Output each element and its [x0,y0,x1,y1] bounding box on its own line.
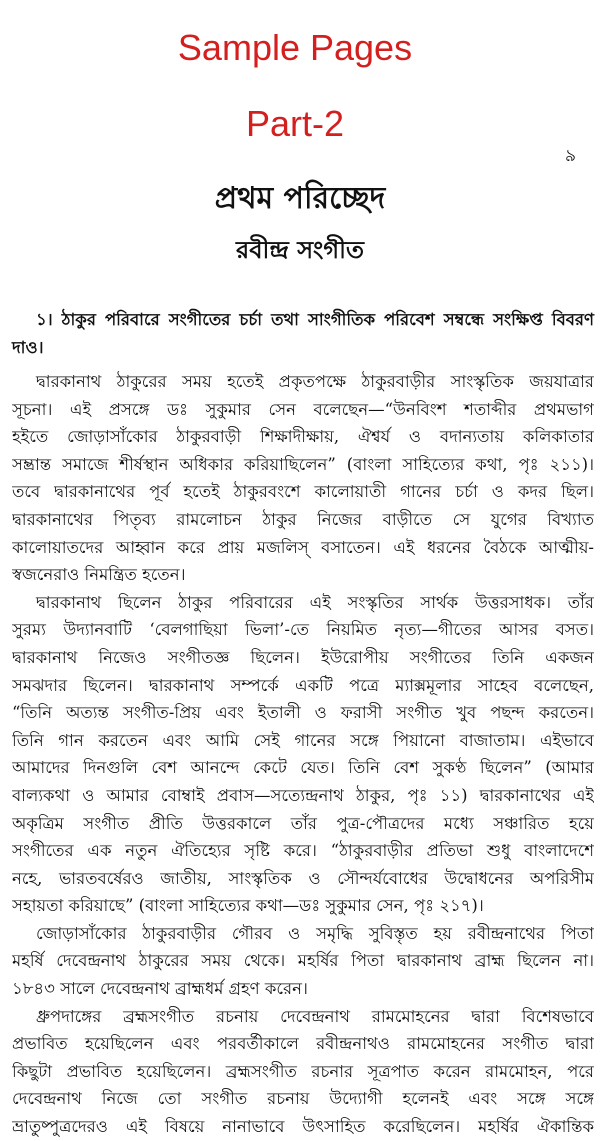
text-line: সূচনা। এই প্রসঙ্গে ডঃ সুকুমার সেন বলেছেন—“উনবিংশ শতাব্দীর প্রথমভাগ [12,399,594,419]
text-line: কিছুটা প্রভাবিত হয়েছিলেন। ব্রহ্মসংগীত রচনার সূত্রপাত করেন রামমোহন, পরে [12,1061,594,1081]
question-heading: ১। ঠাকুর পরিবারে সংগীতের চর্চা তথা সাংগীতিক পরিবেশ সম্বন্ধে সংক্ষিপ্ত বিবরণ দাও। [12,310,594,357]
text-line: ভ্রাতুষ্পুত্রদেরও এই বিষয়ে নানাভাবে উৎসাহিত করেছিলেন। মহর্ষির ঐকান্তিক [12,1117,594,1137]
banner-part: Part-2 [245,103,345,144]
text-line: প্রভাবিত হয়েছিলেন এবং পরবর্তীকালে রবীন্দ্রনাথও রামমোহনের সংগীত দ্বারা [12,1034,594,1054]
page-number: ৯ [564,146,576,166]
text-line: সহায়তা করিয়াছে” (বাংলা সাহিত্যের কথা—ডঃ সুকুমার সেন, পৃঃ ২১৭)। [12,896,484,916]
text-line: তিনি গান করতেন এবং আমি সেই গানের সঙ্গে পিয়ানো বাজাতাম। এইভাবে [12,730,594,750]
text-line: বাল্যকথা ও আমার বোম্বাই প্রবাস—সত্যেন্দ্রনাথ ঠাকুর, পৃঃ ১১) দ্বারকানাথের এই [12,785,594,805]
text-line: সম্ভ্রান্ত সমাজে শীর্ষস্থান অধিকার করিয়াছিলেন” (বাংলা সাহিত্যের কথা, পৃঃ ২১১)। [12,454,594,474]
text-line: কালোয়াতদের আহ্বান করে প্রায় মজলিস্ বসাতেন। এই ধরনের বৈঠকে আত্মীয়- [12,537,594,557]
text-line: তবে দ্বারকানাথের পূর্ব হতেই ঠাকুরবংশে কালোয়াতী গানের চর্চা ও কদর ছিল। [12,482,594,502]
chapter-subtitle: রবীন্দ্র সংগীত [236,235,364,264]
text-line: দ্বারকানাথের পিতৃব্য রামলোচন ঠাকুর নিজের বাড়ীতে সে যুগের বিখ্যাত [12,509,594,529]
text-line: অকৃত্রিম সংগীত প্রীতি উত্তরকালে তাঁর পুত্র-পৌত্রদের মধ্যে সঞ্চারিত হয়ে [12,813,594,833]
banner-sample-pages: Sample Pages [177,27,413,68]
text-line: স্বজনেরাও নিমন্ত্রিত হতেন। [12,565,186,585]
text-line: আমাদের দিনগুলি বেশ আনন্দে কেটে যেত। তিনি বেশ সুকণ্ঠ ছিলেন” (আমার [12,758,594,778]
text-line: সংগীতের এক নতুন ঐতিহ্যের সৃষ্টি করে। “ঠাকুরবাড়ীর প্রতিভা শুধু বাংলাদেশে [12,841,594,861]
text-line: দেবেন্দ্রনাথ নিজে তো সংগীত রচনায় উদ্যোগী হলেনই এবং সঙ্গে সঙ্গে [12,1089,594,1109]
chapter-title: প্রথম পরিচ্ছেদ [214,181,386,216]
text-line: হইতে জোড়াসাঁকোর ঠাকুরবাড়ী শিক্ষাদীক্ষায়, ঐশ্বর্য ও বদান্যতায় কলিকাতার [12,427,594,447]
text-line: সমঝদার ছিলেন। দ্বারকানাথ সম্পর্কে একটি পত্রে ম্যাক্সমূলার সাহেব বলেছেন, [12,675,594,695]
page-body [12,306,594,1141]
text-line: মহর্ষি দেবেন্দ্রনাথ ঠাকুরের সময় থেকে। মহর্ষির পিতা দ্বারকানাথ ব্রাহ্ম ছিলেন না। [12,951,594,971]
text-line: সুরম্য উদ্যানবাটি ‘বেলগাছিয়া ভিলা’-তে নিয়মিত নৃত্য—গীতের আসর বসত। [12,620,594,640]
text-line: ধ্রুপদাঙ্গের ব্রহ্মসংগীত রচনায় দেবেন্দ্রনাথ রামমোহনের দ্বারা বিশেষভাবে [36,1006,594,1026]
text-line: “তিনি অত্যন্ত সংগীত-প্রিয় এবং ইতালী ও ফরাসী সংগীত খুব পছন্দ করতেন। [12,703,594,723]
text-line: নহে, ভারতবর্ষেরও জাতীয়, সাংস্কৃতিক ও সৌন্দর্যবোধের উদ্বোধনের অপরিসীম [12,868,594,888]
text-line: ১৮৪৩ সালে দেবেন্দ্রনাথ ব্রাহ্মধর্ম গ্রহণ করেন। [12,979,308,999]
text-line: দ্বারকানাথ ছিলেন ঠাকুর পরিবারের এই সংস্কৃতির সার্থক উত্তরসাধক। তাঁর [36,592,594,612]
text-line: দ্বারকানাথ ঠাকুরের সময় হতেই প্রকৃতপক্ষে ঠাকুরবাড়ীর সাংস্কৃতিক জয়যাত্রার [36,372,594,391]
text-line: দ্বারকানাথ নিজেও সংগীতজ্ঞ ছিলেন। ইউরোপীয় সংগীতের তিনি একজন [12,647,594,667]
text-line: জোড়াসাঁকোর ঠাকুরবাড়ীর গৌরব ও সমৃদ্ধি সুবিস্তৃত হয় রবীন্দ্রনাথের পিতা [36,923,594,943]
